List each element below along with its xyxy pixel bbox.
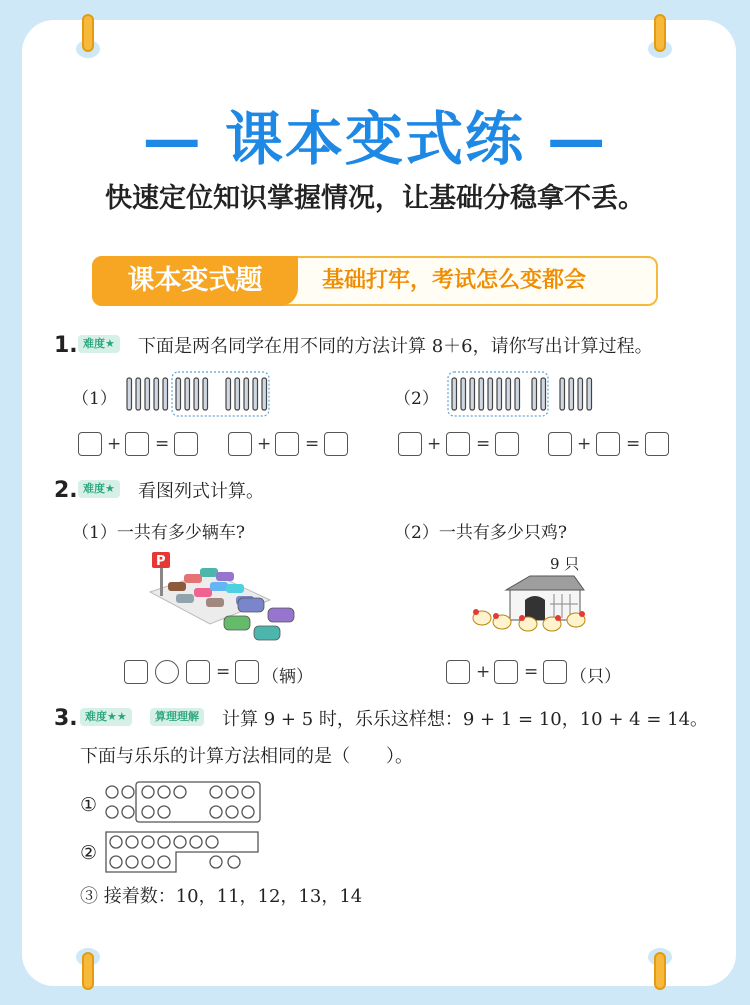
car-icon <box>206 598 224 607</box>
answer-box[interactable] <box>124 660 148 684</box>
difficulty-badge: 难度★ <box>78 335 120 353</box>
question-number: 1. <box>54 333 78 358</box>
counting-stick <box>506 378 511 410</box>
counter-circle <box>242 806 254 818</box>
option-label: ③ 接着数：10，11，12，13，14 <box>80 886 363 907</box>
counting-stick <box>587 378 592 410</box>
counting-stick <box>578 378 583 410</box>
circle-diagram-option-1 <box>104 780 264 824</box>
car-icon <box>200 568 218 577</box>
binder-ring-icon <box>73 942 103 972</box>
count-label: 9 只 <box>550 555 580 573</box>
plus-sign: + <box>107 434 122 454</box>
plus-sign: + <box>427 434 442 454</box>
question-text-line2: 下面与乐乐的计算方法相同的是（ ）。 <box>80 746 413 767</box>
counter-circle <box>206 836 218 848</box>
counter-circle <box>242 786 254 798</box>
car-icon <box>184 574 202 583</box>
skill-badge: 算理理解 <box>150 708 204 726</box>
difficulty-badge: 难度★★ <box>80 708 132 726</box>
chicken-coop-illustration <box>470 570 600 635</box>
car-icon <box>216 572 234 581</box>
counting-stick <box>569 378 574 410</box>
counter-circle <box>174 786 186 798</box>
page-title: — 课本变式练 — <box>142 105 608 173</box>
binder-ring-icon <box>73 34 103 64</box>
counting-stick <box>461 378 466 410</box>
counting-stick <box>226 378 231 410</box>
counting-stick <box>541 378 546 410</box>
chicken-icon <box>493 613 511 629</box>
counting-stick <box>452 378 457 410</box>
option-label: ① <box>80 794 98 816</box>
equals-sign: = <box>524 662 539 682</box>
answer-box[interactable] <box>235 660 259 684</box>
counter-circle <box>142 786 154 798</box>
counting-stick <box>532 378 537 410</box>
answer-box[interactable] <box>446 660 470 684</box>
counting-stick <box>145 378 150 410</box>
counter-circle <box>158 806 170 818</box>
counting-stick <box>515 378 520 410</box>
question-text: 看图列式计算。 <box>138 481 264 502</box>
counter-circle <box>210 806 222 818</box>
counter-circle <box>158 856 170 868</box>
counting-stick <box>163 378 168 410</box>
counter-circle <box>106 786 118 798</box>
question-text: 计算 9 + 5 时，乐乐这样想：9 + 1 = 10，10 + 4 = 14。 <box>222 709 709 730</box>
counting-stick <box>497 378 502 410</box>
equals-sign: = <box>216 662 231 682</box>
counter-circle <box>110 856 122 868</box>
counting-stick <box>560 378 565 410</box>
binder-ring-icon <box>645 942 675 972</box>
question-number: 3. <box>54 706 78 731</box>
counter-circle <box>226 786 238 798</box>
counting-stick <box>488 378 493 410</box>
answer-box[interactable] <box>186 660 210 684</box>
counter-circle <box>210 856 222 868</box>
difficulty-badge: 难度★ <box>78 480 120 498</box>
counting-stick <box>203 378 208 410</box>
counting-sticks-figure-1 <box>124 370 314 416</box>
car-icon <box>268 608 294 622</box>
equals-sign: = <box>155 434 170 454</box>
question-number: 2. <box>54 478 78 503</box>
plus-sign: + <box>476 662 491 682</box>
counting-stick <box>470 378 475 410</box>
parking-lot-illustration <box>140 552 310 642</box>
parking-sign: P <box>156 554 166 569</box>
part-label: （2） <box>394 389 439 409</box>
counter-circle <box>158 786 170 798</box>
equals-sign: = <box>626 434 641 454</box>
counting-stick <box>154 378 159 410</box>
answer-box[interactable] <box>495 432 519 456</box>
banner-text: 基础打牢，考试怎么变都会 <box>322 268 587 293</box>
answer-box[interactable] <box>78 432 102 456</box>
counter-circle <box>122 806 134 818</box>
car-icon <box>238 598 264 612</box>
counter-circle <box>142 836 154 848</box>
counter-circle <box>142 856 154 868</box>
counter-circle <box>126 836 138 848</box>
car-icon <box>254 626 280 640</box>
equals-sign: = <box>305 434 320 454</box>
answer-box[interactable] <box>548 432 572 456</box>
answer-box[interactable] <box>596 432 620 456</box>
operator-circle[interactable] <box>155 660 179 684</box>
counting-stick <box>194 378 199 410</box>
counting-stick <box>253 378 258 410</box>
banner-tag: 课本变式题 <box>92 256 298 306</box>
answer-box[interactable] <box>174 432 198 456</box>
binder-ring-icon <box>645 34 675 64</box>
answer-box[interactable] <box>125 432 149 456</box>
answer-box[interactable] <box>398 432 422 456</box>
car-icon <box>226 584 244 593</box>
counter-circle <box>142 806 154 818</box>
counting-stick <box>127 378 132 410</box>
counter-circle <box>228 856 240 868</box>
equals-sign: = <box>476 434 491 454</box>
car-icon <box>210 582 228 591</box>
counting-stick <box>244 378 249 410</box>
counter-circle <box>106 806 118 818</box>
counting-sticks-figure-2 <box>446 370 636 416</box>
unit-label: （只） <box>570 667 621 687</box>
counting-stick <box>185 378 190 410</box>
counting-stick <box>262 378 267 410</box>
question-text: 下面是两名同学在用不同的方法计算 8＋6，请你写出计算过程。 <box>138 336 653 357</box>
section-banner <box>92 256 658 306</box>
answer-box[interactable] <box>324 432 348 456</box>
counter-circle <box>122 786 134 798</box>
counter-circle <box>210 786 222 798</box>
option-label: ② <box>80 842 98 864</box>
unit-label: （辆） <box>262 667 313 687</box>
counter-circle <box>226 806 238 818</box>
answer-box[interactable] <box>645 432 669 456</box>
plus-sign: + <box>577 434 592 454</box>
answer-box[interactable] <box>228 432 252 456</box>
answer-box[interactable] <box>494 660 518 684</box>
answer-box[interactable] <box>446 432 470 456</box>
counting-stick <box>136 378 141 410</box>
car-icon <box>224 616 250 630</box>
counter-circle <box>174 836 186 848</box>
page-subtitle: 快速定位知识掌握情况，让基础分稳拿不丢。 <box>105 183 645 214</box>
part-label: （2）一共有多少只鸡? <box>394 523 567 543</box>
car-icon <box>168 582 186 591</box>
plus-sign: + <box>257 434 272 454</box>
chicken-icon <box>473 609 491 625</box>
answer-box[interactable] <box>543 660 567 684</box>
counting-stick <box>176 378 181 410</box>
car-icon <box>194 588 212 597</box>
counting-stick <box>235 378 240 410</box>
counter-circle <box>110 836 122 848</box>
part-label: （1） <box>72 389 117 409</box>
counter-circle <box>126 856 138 868</box>
circle-diagram-option-2 <box>104 830 264 874</box>
counter-circle <box>158 836 170 848</box>
answer-box[interactable] <box>275 432 299 456</box>
counter-circle <box>190 836 202 848</box>
car-icon <box>176 594 194 603</box>
part-label: （1）一共有多少辆车? <box>72 523 245 543</box>
counting-stick <box>479 378 484 410</box>
